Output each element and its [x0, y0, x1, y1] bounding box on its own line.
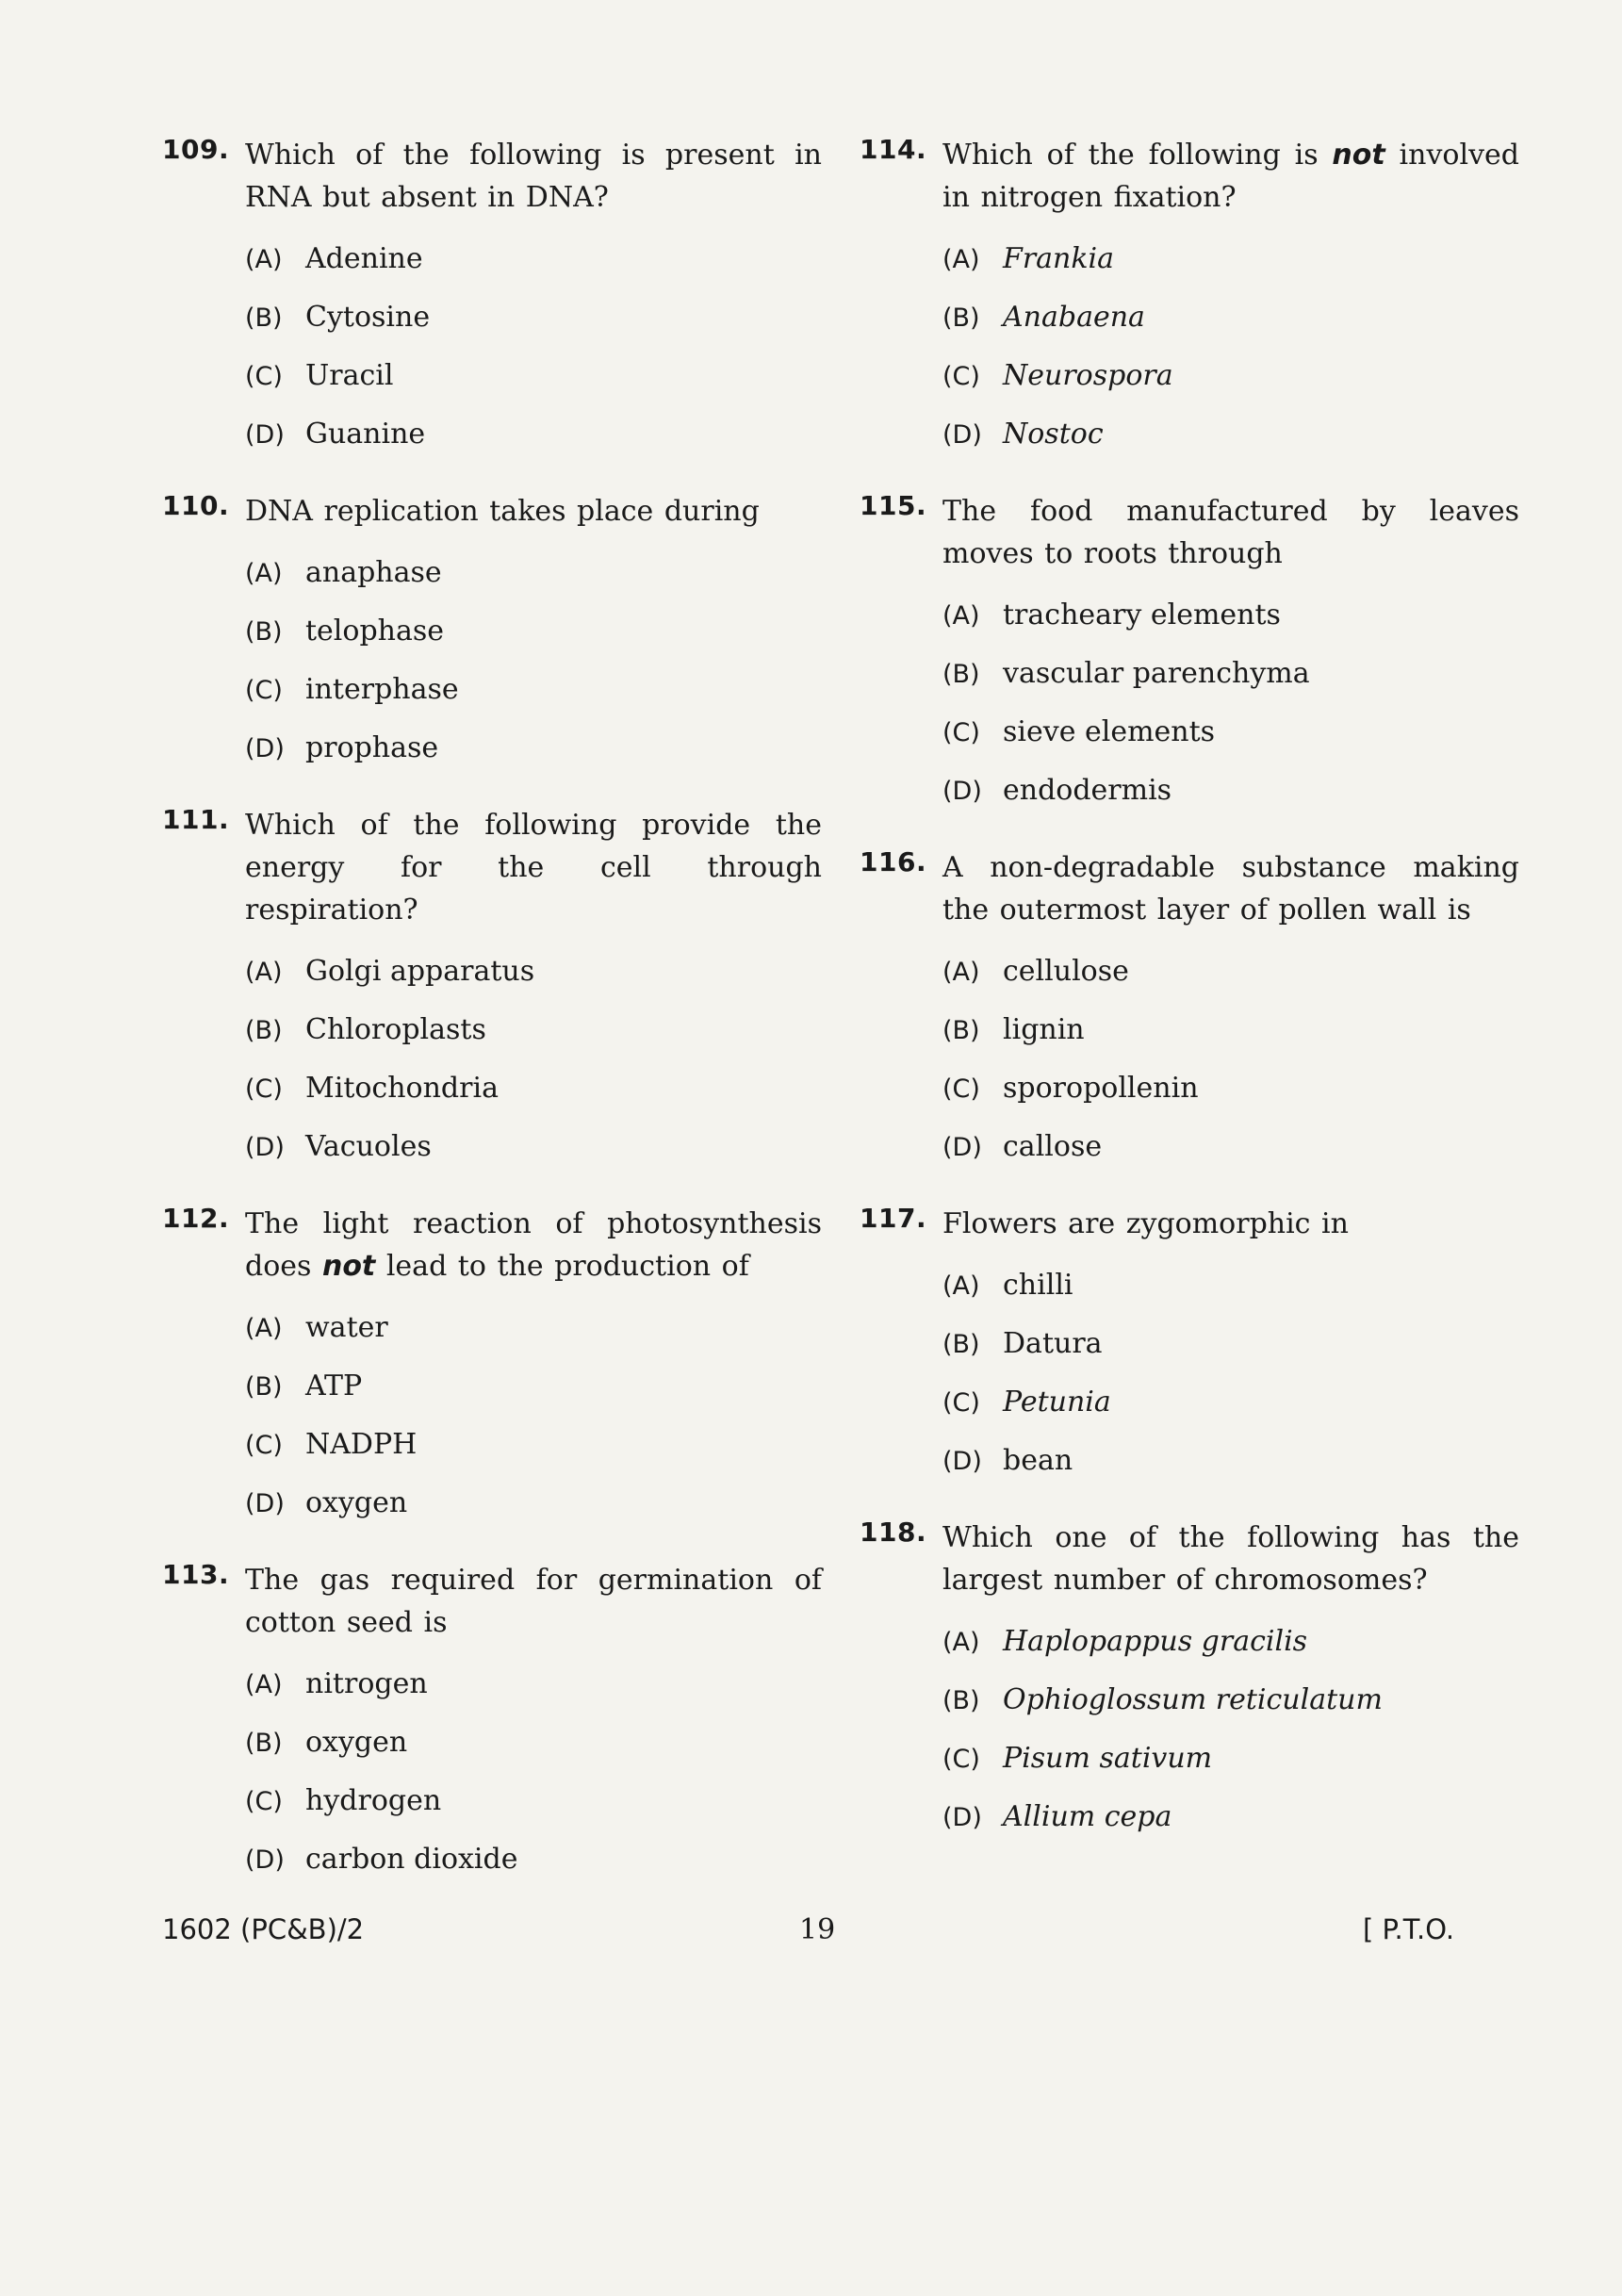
question-text: Which of the following is not involved in nitrogen fixation? — [942, 139, 1519, 214]
option-list — [942, 230, 1519, 464]
option-d: (D) carbon dioxide — [245, 1843, 518, 1876]
question-114 — [860, 134, 1519, 464]
question-text: Flowers are zygomorphic in — [942, 1207, 1349, 1240]
left-column — [162, 123, 822, 1889]
question-number: 109. — [162, 134, 230, 165]
option-c: (C) NADPH — [245, 1428, 418, 1461]
question-118 — [860, 1517, 1519, 1846]
option-a: (A) Frankia — [942, 242, 1115, 275]
question-number: 111. — [162, 804, 230, 835]
option-list — [245, 1299, 822, 1533]
option-list — [942, 586, 1519, 820]
option-c: (C) Petunia — [942, 1386, 1111, 1419]
option-list — [245, 230, 822, 464]
option-a: (A) cellulose — [942, 955, 1129, 988]
question-111 — [162, 804, 822, 1176]
question-text: Which of the following is present in RNA but absent in DNA? — [245, 139, 822, 214]
option-a: (A) water — [245, 1311, 388, 1344]
option-d: (D) Guanine — [245, 418, 426, 451]
question-117 — [860, 1203, 1519, 1490]
option-d: (D) oxygen — [245, 1486, 408, 1519]
option-b: (B) Chloroplasts — [245, 1013, 486, 1046]
option-c: (C) interphase — [245, 673, 459, 706]
question-number: 116. — [860, 846, 927, 877]
option-d: (D) Nostoc — [942, 418, 1104, 451]
question-115 — [860, 490, 1519, 820]
option-d: (D) Allium cepa — [942, 1800, 1172, 1833]
option-list — [942, 943, 1519, 1176]
question-112 — [162, 1203, 822, 1533]
option-b: (B) Datura — [942, 1327, 1103, 1360]
question-text: The food manufactured by leaves moves to roots through — [942, 495, 1519, 570]
option-list — [245, 1655, 822, 1889]
option-b: (B) Ophioglossum reticulatum — [942, 1683, 1383, 1716]
question-text: Which of the following provide the energy for the cell through respiration? — [245, 809, 822, 927]
emphasis-not: not — [1332, 139, 1385, 172]
question-number: 117. — [860, 1203, 927, 1234]
question-number: 113. — [162, 1559, 230, 1590]
question-text: A non-degradable substance making the outermost layer of pollen wall is — [942, 851, 1519, 927]
option-d: (D) endodermis — [942, 774, 1172, 807]
option-b: (B) oxygen — [245, 1726, 408, 1759]
option-c: (C) Mitochondria — [245, 1072, 499, 1105]
question-number: 110. — [162, 490, 230, 521]
option-d: (D) prophase — [245, 731, 439, 764]
option-c: (C) sieve elements — [942, 715, 1216, 748]
question-110 — [162, 490, 822, 778]
option-d: (D) Vacuoles — [245, 1130, 432, 1163]
right-column — [860, 123, 1519, 1846]
option-d: (D) callose — [942, 1130, 1103, 1163]
option-a: (A) nitrogen — [245, 1667, 428, 1700]
option-b: (B) vascular parenchyma — [942, 657, 1310, 690]
option-a: (A) anaphase — [245, 556, 442, 589]
option-a: (A) Haplopappus gracilis — [942, 1625, 1308, 1658]
option-list — [245, 943, 822, 1176]
option-d: (D) bean — [942, 1444, 1073, 1477]
paper-code: 1602 (PC&B)/2 — [162, 1913, 365, 1945]
pto-marker: [ P.T.O. — [1363, 1913, 1455, 1945]
question-number: 114. — [860, 134, 927, 165]
option-b: (B) telophase — [245, 615, 445, 648]
question-number: 118. — [860, 1517, 927, 1548]
question-116 — [860, 846, 1519, 1176]
option-a: (A) Golgi apparatus — [245, 955, 535, 988]
option-b: (B) lignin — [942, 1013, 1085, 1046]
question-text: DNA replication takes place during — [245, 495, 760, 528]
emphasis-not: not — [321, 1250, 376, 1283]
option-list — [942, 1256, 1519, 1490]
option-list — [942, 1613, 1519, 1846]
option-c: (C) Pisum sativum — [942, 1742, 1213, 1775]
option-b: (B) ATP — [245, 1369, 363, 1402]
option-a: (A) chilli — [942, 1269, 1073, 1302]
option-c: (C) Neurospora — [942, 359, 1173, 392]
question-text: The gas required for germination of cotton seed is — [245, 1564, 822, 1639]
option-list — [245, 544, 822, 778]
option-b: (B) Cytosine — [245, 301, 431, 334]
question-number: 115. — [860, 490, 927, 521]
option-c: (C) sporopollenin — [942, 1072, 1199, 1105]
question-113 — [162, 1559, 822, 1889]
question-text: Which one of the following has the largest number of chromosomes? — [942, 1521, 1519, 1597]
page-number: 19 — [799, 1913, 836, 1946]
option-c: (C) Uracil — [245, 359, 394, 392]
question-number: 112. — [162, 1203, 230, 1234]
option-a: (A) tracheary elements — [942, 599, 1281, 631]
option-a: (A) Adenine — [245, 242, 423, 275]
question-109 — [162, 134, 822, 464]
question-text: The light reaction of photosynthesis does not lead to the production of — [245, 1207, 822, 1283]
option-b: (B) Anabaena — [942, 301, 1145, 334]
option-c: (C) hydrogen — [245, 1784, 442, 1817]
